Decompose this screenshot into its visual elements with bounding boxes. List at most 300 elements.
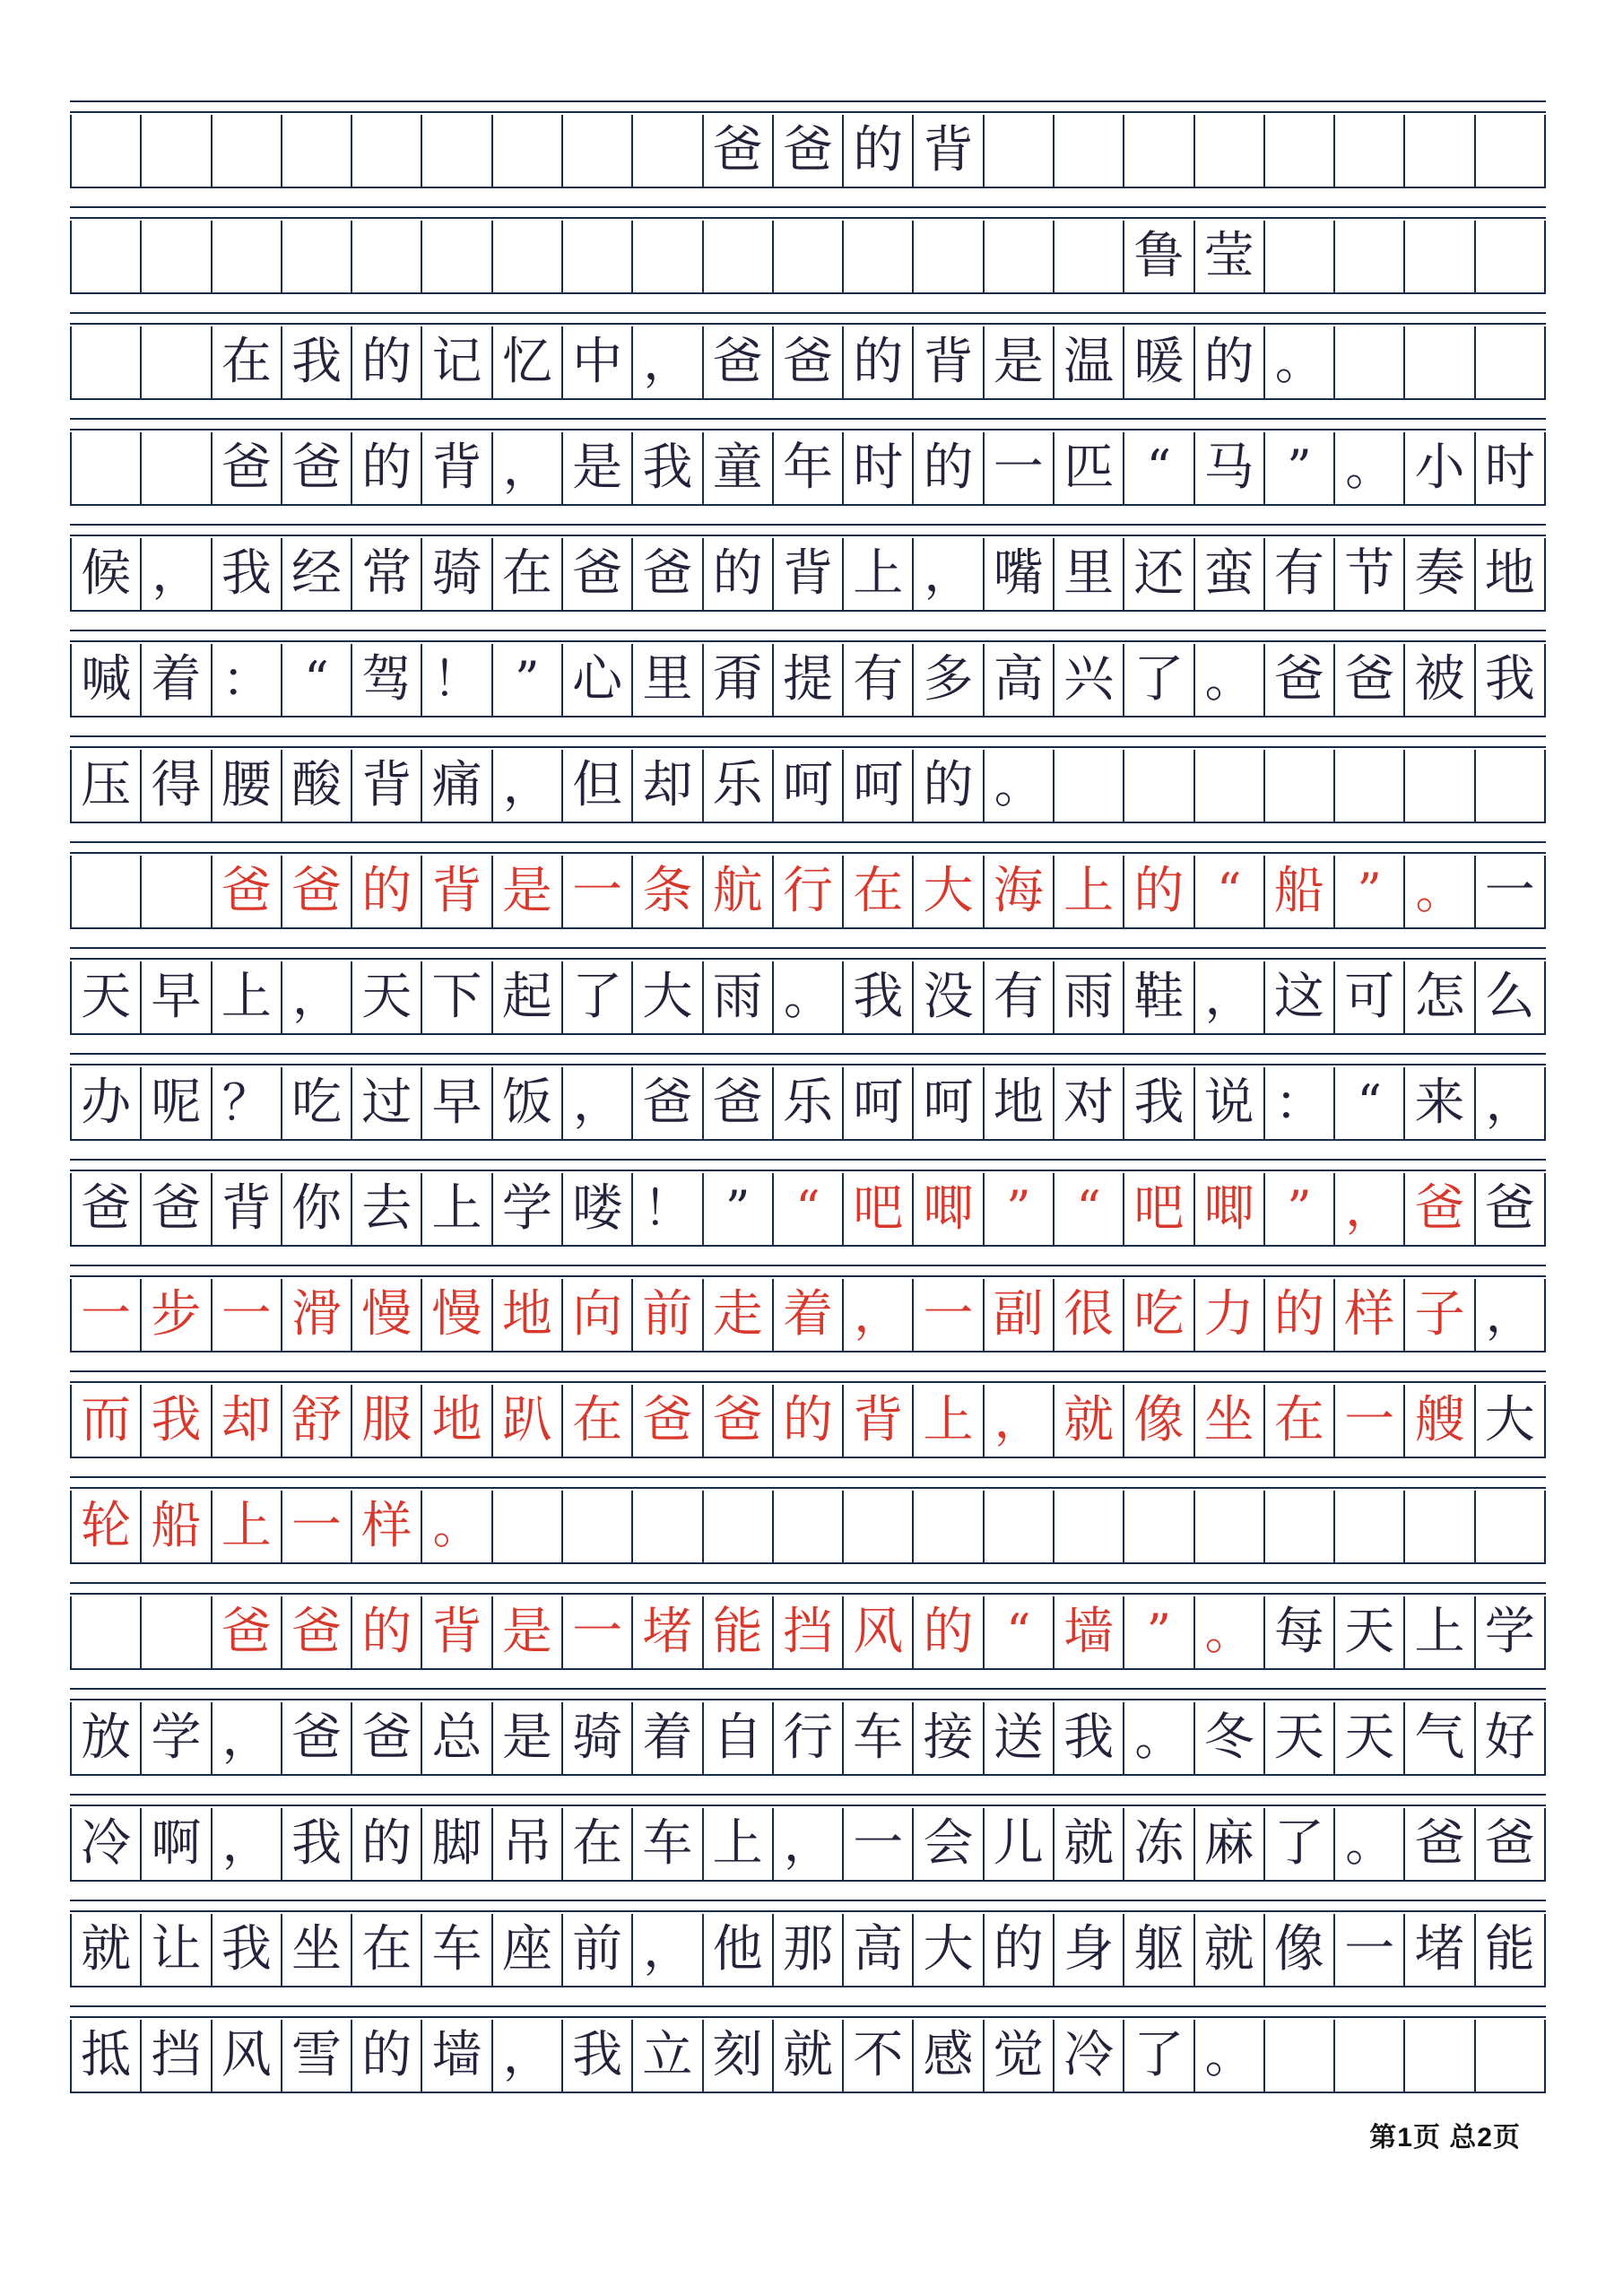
grid-cell: 背 [914,326,984,398]
grid-cell: 。 [1335,432,1405,504]
grid-row-cells [70,1702,1546,1776]
grid-cell: 背 [914,115,984,187]
grid-cell: 冬 [1195,1702,1265,1774]
page-number: 第1页 总2页 [1369,2123,1521,2152]
grid-cell: 的 [352,2020,422,2092]
grid-cell: 像 [1265,1914,1335,1986]
grid-cell: 经 [282,538,352,610]
grid-cell: 慢 [422,1279,492,1351]
grid-cell: ” [985,1173,1055,1245]
grid-cell [563,115,633,187]
grid-cell: 时 [844,432,914,504]
grid-cell: 爸 [633,1385,703,1457]
grid-cell [1476,2020,1546,2092]
grid-cell: 年 [774,432,844,504]
grid-cell [142,856,212,927]
grid-cell: 提 [774,644,844,716]
grid-cell [633,115,703,187]
grid-cell: 大 [914,856,984,927]
grid-cell: 嘴 [985,538,1055,610]
grid-cell: 里 [1055,538,1124,610]
grid-cell: 马 [1195,432,1265,504]
grid-cell: 走 [704,1279,774,1351]
grid-cell: 就 [1195,1914,1265,1986]
grid-cell: ， [1476,1279,1546,1351]
grid-cell: 地 [985,1067,1055,1139]
grid-cell: 驾 [352,644,422,716]
grid-cell: ： [1265,1067,1335,1139]
text-row [70,1900,1546,1987]
grid-cell: 爸 [1405,1808,1475,1880]
grid-cell: 挡 [774,1596,844,1668]
grid-cell: 。 [1195,644,1265,716]
grid-cell: 被 [1405,644,1475,716]
grid-cell: 我 [633,432,703,504]
grid-cell: 大 [914,1914,984,1986]
text-row [70,1370,1546,1458]
grid-cell: 奏 [1405,538,1475,610]
grid-cell: 但 [563,750,633,822]
grid-cell: 常 [352,538,422,610]
grid-cell: 车 [633,1808,703,1880]
grid-cell: 的 [704,538,774,610]
grid-cell: 的 [914,750,984,822]
grid-row-cells [70,1279,1546,1352]
grid-cell: 早 [422,1067,492,1139]
grid-cell: 压 [72,750,142,822]
grid-cell: 我 [563,2020,633,2092]
grid-cell: ” [704,1173,774,1245]
grid-cell: 痛 [422,750,492,822]
grid-cell: 刻 [704,2020,774,2092]
grid-cell [914,221,984,292]
grid-cell: 就 [774,2020,844,2092]
grid-cell: 很 [1055,1279,1124,1351]
grid-cell: 爸 [633,538,703,610]
grid-cell: 冷 [1055,2020,1124,2092]
grid-cell: 去 [352,1173,422,1245]
grid-cell: ： [213,644,282,716]
grid-cell: 我 [213,538,282,610]
grid-cell: 起 [493,961,563,1033]
grid-cell: 的 [914,1596,984,1668]
grid-cell: 有 [844,644,914,716]
grid-cell: 不 [844,2020,914,2092]
grid-cell: 的 [774,1385,844,1457]
grid-cell: 一 [72,1279,142,1351]
grid-cell: 得 [142,750,212,822]
grid-cell [422,115,492,187]
grid-row-cells [70,2020,1546,2093]
grid-row-cells [70,432,1546,506]
grid-cell: 滑 [282,1279,352,1351]
grid-cell [493,1491,563,1562]
grid-cell: 童 [704,432,774,504]
grid-cell: 上 [1055,856,1124,927]
grid-cell: 艘 [1405,1385,1475,1457]
grid-cell: 呵 [914,1067,984,1139]
grid-cell: 墙 [422,2020,492,2092]
grid-cell: 来 [1405,1067,1475,1139]
grid-cell: 雨 [704,961,774,1033]
grid-cell: 立 [633,2020,703,2092]
grid-cell: 却 [633,750,703,822]
grid-cell: ， [985,1385,1055,1457]
grid-cell: 那 [774,1914,844,1986]
grid-cell: 吧 [844,1173,914,1245]
grid-cell: 。 [1124,1702,1194,1774]
grid-cell: 是 [493,1596,563,1668]
grid-cell [1265,1491,1335,1562]
grid-cell: 放 [72,1702,142,1774]
grid-cell: 座 [493,1914,563,1986]
grid-cell: 行 [774,856,844,927]
grid-cell: 一 [844,1808,914,1880]
grid-cell: 还 [1124,538,1194,610]
grid-cell: 前 [633,1279,703,1351]
grid-cell: 爸 [774,326,844,398]
grid-cell: ， [563,1067,633,1139]
grid-cell [1335,326,1405,398]
grid-cell: 天 [1335,1596,1405,1668]
grid-cell [1405,750,1475,822]
grid-cell [352,115,422,187]
grid-cell: 送 [985,1702,1055,1774]
grid-cell [774,1491,844,1562]
grid-cell [1055,750,1124,822]
grid-cell: 爸 [282,856,352,927]
grid-cell: 车 [422,1914,492,1986]
grid-cell: 这 [1265,961,1335,1033]
grid-cell [282,115,352,187]
grid-cell: 腰 [213,750,282,822]
grid-cell [72,432,142,504]
grid-cell: ” [493,644,563,716]
grid-cell: ！ [633,1173,703,1245]
grid-cell: ” [1335,856,1405,927]
grid-cell: 一 [1335,1914,1405,1986]
grid-cell [1405,221,1475,292]
grid-cell: 骑 [422,538,492,610]
grid-cell: 了 [1265,1808,1335,1880]
grid-cell [914,1491,984,1562]
grid-cell: 背 [844,1385,914,1457]
grid-cell: 我 [1124,1067,1194,1139]
grid-cell: 向 [563,1279,633,1351]
grid-cell: 爸 [1405,1173,1475,1245]
grid-cell: 吊 [493,1808,563,1880]
grid-cell: ， [213,1702,282,1774]
grid-cell [142,326,212,398]
grid-row-cells [70,1808,1546,1882]
grid-cell: 是 [493,856,563,927]
grid-cell: 能 [1476,1914,1546,1986]
grid-cell: 的 [914,432,984,504]
grid-cell: 爸 [1476,1173,1546,1245]
grid-cell [1124,750,1194,822]
grid-cell [1476,1491,1546,1562]
grid-cell: 啊 [142,1808,212,1880]
grid-cell: 。 [1195,2020,1265,2092]
grid-cell: 爸 [774,115,844,187]
grid-cell [142,221,212,292]
grid-cell: 他 [704,1914,774,1986]
grid-cell [1195,750,1265,822]
grid-cell: ， [493,432,563,504]
grid-cell: 记 [422,326,492,398]
grid-cell [1476,326,1546,398]
grid-cell [1405,2020,1475,2092]
grid-cell [282,221,352,292]
grid-cell: 下 [422,961,492,1033]
grid-cell: 墙 [1055,1596,1124,1668]
grid-cell: 上 [213,1491,282,1562]
grid-cell: 乐 [704,750,774,822]
text-row [70,1053,1546,1141]
grid-cell: 。 [1335,1808,1405,1880]
grid-cell: 样 [352,1491,422,1562]
grid-cell: 风 [213,2020,282,2092]
grid-cell [1476,221,1546,292]
grid-cell: 我 [1476,644,1546,716]
grid-cell: 。 [1405,856,1475,927]
grid-cell: 像 [1124,1385,1194,1457]
text-row [70,1794,1546,1882]
grid-cell: 一 [213,1279,282,1351]
grid-cell: 就 [1055,1808,1124,1880]
grid-cell: 上 [844,538,914,610]
grid-row-cells [70,538,1546,612]
grid-cell: 在 [493,538,563,610]
grid-cell: ， [213,1808,282,1880]
grid-cell: 能 [704,1596,774,1668]
grid-cell: 爸 [1265,644,1335,716]
grid-cell: 。 [985,750,1055,822]
grid-cell: 有 [985,961,1055,1033]
grid-cell: 挡 [142,2020,212,2092]
grid-cell: 背 [774,538,844,610]
grid-cell: 是 [493,1702,563,1774]
grid-cell: 温 [1055,326,1124,398]
grid-cell: 轮 [72,1491,142,1562]
grid-cell: 时 [1476,432,1546,504]
grid-cell: ” [1265,1173,1335,1245]
grid-cell: 节 [1335,538,1405,610]
grid-cell: 过 [352,1067,422,1139]
grid-cell [72,326,142,398]
grid-cell [493,115,563,187]
grid-cell: 爸 [142,1173,212,1245]
grid-cell: “ [1335,1067,1405,1139]
grid-cell: 爸 [563,538,633,610]
grid-cell: 船 [142,1491,212,1562]
grid-cell: 的 [1195,326,1265,398]
grid-cell: 一 [985,432,1055,504]
grid-cell [774,221,844,292]
grid-cell [1265,750,1335,822]
grid-cell [72,856,142,927]
grid-cell: 我 [142,1385,212,1457]
grid-cell: 。 [1265,326,1335,398]
grid-cell: 高 [985,644,1055,716]
grid-cell [1195,115,1265,187]
grid-cell: 着 [774,1279,844,1351]
grid-cell: 一 [1476,856,1546,927]
grid-cell: 爸 [704,115,774,187]
grid-cell: 中 [563,326,633,398]
grid-cell: ， [493,750,563,822]
grid-cell: 慢 [352,1279,422,1351]
grid-cell [1055,1491,1124,1562]
grid-cell [422,221,492,292]
grid-cell: 地 [493,1279,563,1351]
grid-cell: 爸 [704,326,774,398]
grid-cell: 躯 [1124,1914,1194,1986]
grid-cell: 一 [282,1491,352,1562]
author-row [70,206,1546,294]
text-row [70,630,1546,718]
grid-cell [1405,1491,1475,1562]
grid-cell [1265,115,1335,187]
grid-cell: 呢 [142,1067,212,1139]
grid-cell: ， [282,961,352,1033]
grid-cell: 儿 [985,1808,1055,1880]
grid-cell: 背 [422,1596,492,1668]
grid-cell: 。 [774,961,844,1033]
grid-cell [985,115,1055,187]
grid-cell: 的 [1265,1279,1335,1351]
grid-cell: 在 [1265,1385,1335,1457]
grid-cell [1265,221,1335,292]
grid-cell: 兴 [1055,644,1124,716]
grid-cell: 背 [422,856,492,927]
grid-cell [213,115,282,187]
grid-cell: 背 [213,1173,282,1245]
grid-cell: 坐 [1195,1385,1265,1457]
grid-cell: 的 [352,856,422,927]
grid-cell: 背 [422,432,492,504]
grid-cell: 的 [985,1914,1055,1986]
grid-cell: 样 [1335,1279,1405,1351]
grid-cell: 我 [213,1914,282,1986]
grid-cell: 觉 [985,2020,1055,2092]
grid-cell: 堵 [1405,1914,1475,1986]
grid-row-cells [70,221,1546,294]
grid-cell: 前 [563,1914,633,1986]
grid-row-cells [70,1385,1546,1458]
grid-cell: 舒 [282,1385,352,1457]
grid-cell: 一 [914,1279,984,1351]
grid-cell: 地 [422,1385,492,1457]
grid-cell: 的 [1124,856,1194,927]
text-row [70,1688,1546,1776]
grid-cell: 条 [633,856,703,927]
grid-cell: ， [844,1279,914,1351]
title-row [70,100,1546,188]
grid-cell: 上 [914,1385,984,1457]
grid-cell [1265,2020,1335,2092]
grid-cell: 吃 [282,1067,352,1139]
grid-cell [213,221,282,292]
grid-cell [1476,115,1546,187]
grid-cell: ” [1265,432,1335,504]
grid-cell: 学 [493,1173,563,1245]
grid-cell: 爸 [213,856,282,927]
grid-row-cells [70,1596,1546,1670]
grid-row-cells [70,1491,1546,1564]
grid-cell: 的 [844,115,914,187]
grid-cell: 坐 [282,1914,352,1986]
grid-cell: 好 [1476,1702,1546,1774]
text-row [70,1265,1546,1352]
grid-cell: 爸 [282,432,352,504]
grid-cell [1055,221,1124,292]
grid-cell: 自 [704,1702,774,1774]
grid-cell: 着 [142,644,212,716]
grid-cell: 饭 [493,1067,563,1139]
grid-cell: 步 [142,1279,212,1351]
grid-cell: ” [1124,1596,1194,1668]
grid-cell: 在 [563,1808,633,1880]
grid-cell: 高 [844,1914,914,1986]
grid-cell: 子 [1405,1279,1475,1351]
grid-cell: 背 [352,750,422,822]
grid-cell: 上 [422,1173,492,1245]
grid-cell: 有 [1265,538,1335,610]
grid-row-cells [70,115,1546,188]
text-row [70,735,1546,823]
grid-cell: 每 [1265,1596,1335,1668]
grid-row-cells [70,1067,1546,1141]
grid-cell [844,221,914,292]
grid-cell: 的 [844,326,914,398]
grid-cell: ， [1335,1173,1405,1245]
grid-cell: 没 [914,961,984,1033]
grid-cell [1124,1491,1194,1562]
grid-cell: 学 [1476,1596,1546,1668]
text-row [70,947,1546,1035]
grid-cell [72,221,142,292]
grid-cell: “ [1124,432,1194,504]
grid-cell: “ [774,1173,844,1245]
grid-cell [352,221,422,292]
grid-cell: 大 [1476,1385,1546,1457]
grid-cell: 我 [844,961,914,1033]
grid-cell [1476,750,1546,822]
grid-cell: 天 [1265,1702,1335,1774]
text-row [70,524,1546,612]
grid-cell: ？ [213,1067,282,1139]
grid-cell: 可 [1335,961,1405,1033]
grid-row-cells [70,856,1546,929]
grid-cell: 上 [1405,1596,1475,1668]
grid-cell: 我 [282,326,352,398]
grid-cell: 酸 [282,750,352,822]
grid-cell: 在 [563,1385,633,1457]
grid-cell [1195,1491,1265,1562]
grid-cell: 爸 [633,1067,703,1139]
grid-cell [1335,115,1405,187]
grid-cell [1055,115,1124,187]
grid-cell: 海 [985,856,1055,927]
grid-cell: 天 [72,961,142,1033]
grid-cell: 力 [1195,1279,1265,1351]
grid-cell: ， [633,1914,703,1986]
grid-cell [493,221,563,292]
grid-cell: 行 [774,1702,844,1774]
grid-cell: 会 [914,1808,984,1880]
grid-cell: 说 [1195,1067,1265,1139]
